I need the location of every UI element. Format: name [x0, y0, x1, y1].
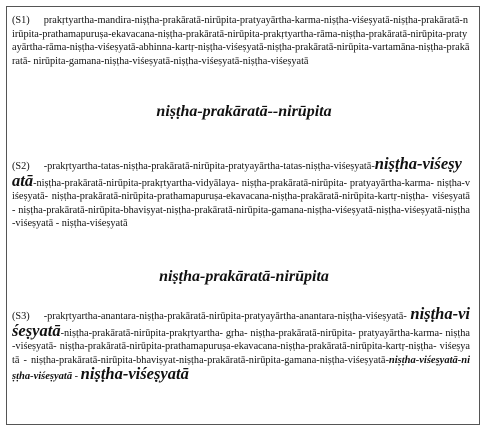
- emphasis-s3-small: niṣṭha-viśeṣyatā-niṣṭha-viśeṣyatā: [12, 354, 470, 383]
- paragraph-s1: [12, 14, 470, 68]
- paragraph-s3: [12, 304, 470, 384]
- text-s3-b: -niṣṭha-prakāratā-nirūpita-prakṛtyartha- gṛha- niṣṭha-prakāratā-nirūpita- pratyayārtha-karma- niṣṭha-viśeṣyatā- niṣṭha-prakāratā-nirūpita-prathamapuruṣa-ekavacana-niṣṭha-prakāratā-nirūpita-kartṛ-niṣṭha- viśeṣyatā - niṣṭha-prakāratā-nirūpita-bhaviṣyat-niṣṭha-prakāratā-nirūpita-gamana-niṣṭha-viśeṣyatā-: [12, 327, 470, 366]
- label-s1: (S1): [12, 15, 30, 26]
- text-s2-b: -niṣṭha-prakāratā-nirūpita-prakṛtyartha-vidyālaya- niṣṭha-prakāratā-nirūpita- pratyayārtha-karma- niṣṭha-viśeṣyatā- niṣṭha-prakāratā-nirūpita-prathamapuruṣa-ekavacana-niṣṭha-prakāratā-nirūpita-kartṛ-niṣṭha- viśeṣyatā - niṣṭha-prakāratā-nirūpita-bhaviṣyat-niṣṭha-prakāratā-nirūpita-gamana-niṣṭha-viśeṣyatā-niṣṭha-viśeṣyatā-niṣṭha-viśeṣyatā - niṣṭha-viśeṣyatā: [12, 177, 470, 230]
- separator-s3: -: [72, 371, 81, 383]
- label-s2: (S2): [12, 161, 30, 172]
- emphasis-s2: niṣṭha-viśeṣyatā: [12, 154, 462, 190]
- heading-1: niṣṭha-prakāratā--nirūpita: [156, 103, 332, 120]
- label-s3: (S3): [12, 311, 30, 322]
- heading-2: niṣṭha-prakāratā-nirūpita: [159, 268, 329, 285]
- text-s1: prakṛtyartha-mandira-niṣṭha-prakāratā-nirūpita-pratyayārtha-karma-niṣṭha-viśeṣyatā-niṣṭha-prakāratā-nirūpita-prathamapuruṣa-ekavacana-niṣṭha-prakāratā-nirūpita-prakṛtyartha-rāma-niṣṭha-prakāratā-nirūpita-pratyayārtha-rāma-niṣṭha-viśeṣyatā-abhinna-kartṛ-niṣṭha-viśeṣyatā-niṣṭha-prakāratā-nirūpita-vartamāna-niṣṭha-prakāratā- nirūpita-gamana-niṣṭha-viśeṣyatā-niṣṭha-viśeṣyatā-niṣṭha-viśeṣyatā: [12, 15, 470, 67]
- text-s2-a: -prakṛtyartha-tatas-niṣṭha-prakāratā-nirūpita-pratyayārtha-tatas-niṣṭha-viśeṣyatā-: [43, 161, 375, 172]
- paragraph-s2: [12, 154, 470, 231]
- emphasis-s3-end: niṣṭha-viśeṣyatā: [80, 364, 189, 384]
- emphasis-s3: niṣṭha-viśeṣyatā: [12, 304, 470, 340]
- text-s3-a: -prakṛtyartha-anantara-niṣṭha-prakāratā-nirūpita-pratyayārtha-anantara-niṣṭha-viśeṣyatā-: [43, 311, 411, 322]
